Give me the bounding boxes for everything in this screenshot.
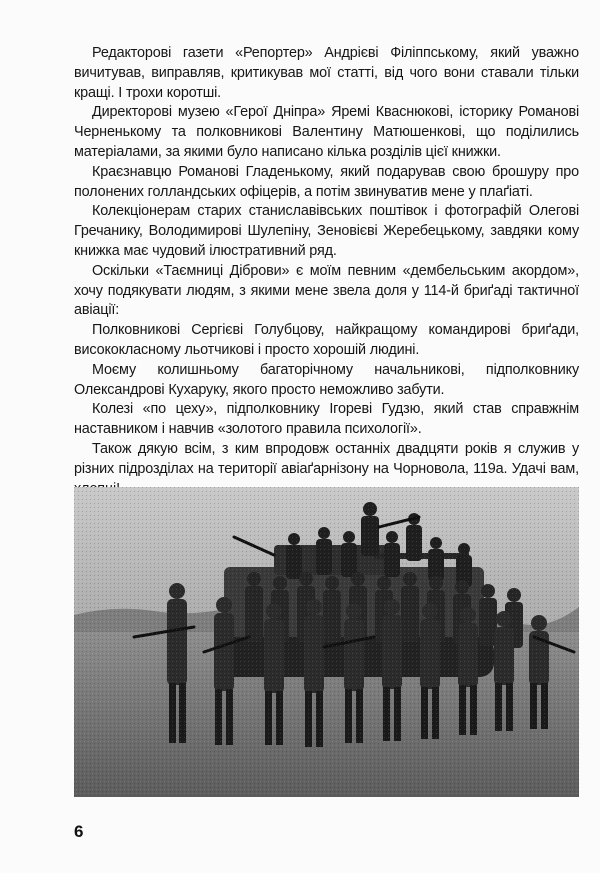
paragraph-local-historian: Краєзнавцю Романові Гладенькому, який подарував свою брошуру про полонених голландських офіцерів, а потім звинуватив мене у плаґіаті.	[74, 163, 579, 200]
paragraph-chief: Моєму колишньому багаторічному начальникові, підполковнику Олександрові Кухаруку, якого просто неможливо забути.	[74, 361, 579, 398]
page-number: 6	[74, 822, 84, 841]
paragraph-closing: Також дякую всім, з ким впродовж останніх двадцяти років я служив у різних підрозділах на території авіаґарнізону на Чорновола, 119а. Удачі вам,	[74, 440, 579, 477]
paragraph-editor: Редакторові газети «Репортер» Андрієві Філіппському, який уважно вичитував, виправляв, критикував мої статті, від чого вони ставали тільки кращі. І трохи коротші.	[74, 45, 579, 101]
paragraph-colleague: Колезі «по цеху», підполковнику Ігореві Гудзю, який став справжнім наставником і навчив «золотого правила психології».	[74, 401, 579, 438]
paragraph-collectors: Колекціонерам старих станиславівських поштівок і фотографій Олегові Гречанику, Володимирові Шулепіну, Зеновієві Жеребецькому, завдяки кому книжка має чудовий ілюстративний ряд.	[74, 203, 579, 259]
paragraph-museum: Директорові музею «Герої Дніпра» Яремі Кваснюкові, історику Романові Черненькому та полковникові Валентину Матюшенкові, що поділились матеріалами, за якими було написано кілька розділів цієї книжки.	[74, 104, 579, 160]
paragraph-brigade-intro: Оскільки «Таємниці Діброви» є моїм певним «дембельським акордом», хочу подякувати людям, з якими мене звела доля у 114-й бриґаді тактичної авіації:	[74, 262, 579, 319]
soldiers-group-photo	[74, 487, 579, 797]
photo-grain	[74, 487, 579, 797]
photo-illustration	[74, 487, 579, 797]
paragraph-commander: Полковникові Сергієві Голубцову, найкращому командирові бриґади, висококласному льотчикові і просто хорошій людині.	[74, 322, 579, 358]
acknowledgements-text	[74, 44, 579, 499]
